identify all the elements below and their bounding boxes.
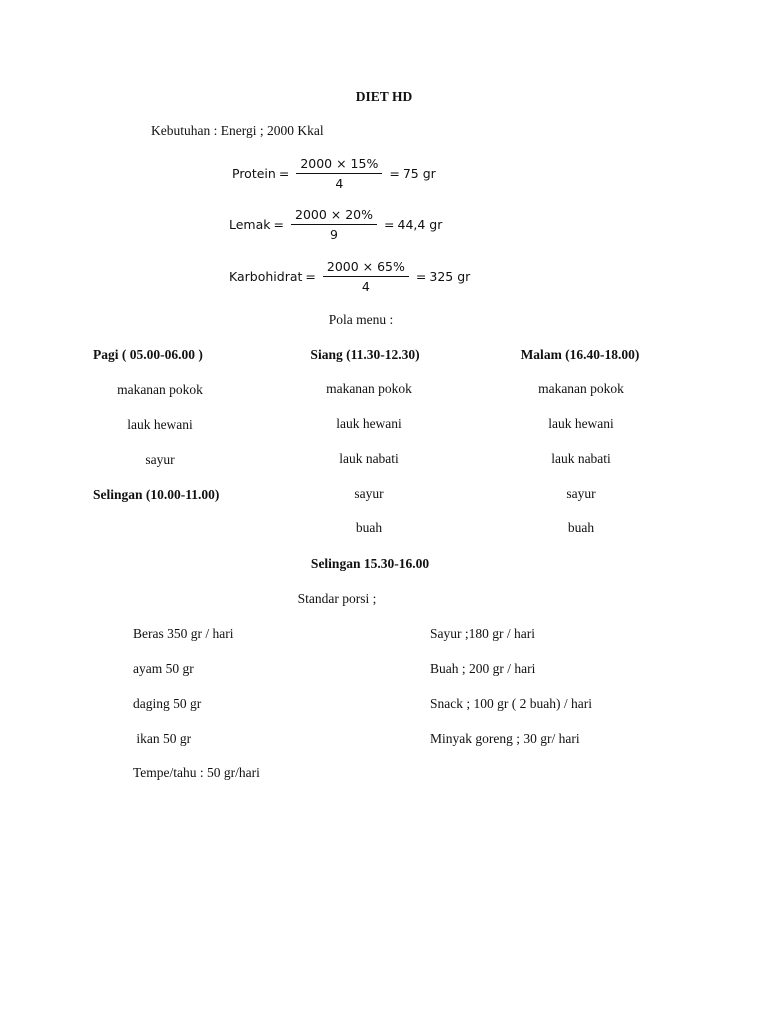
porsi-left-item: ikan 50 gr [133,731,192,746]
porsi-left-item: ayam 50 gr [133,661,194,676]
karbohidrat-numerator: 2000 × 65% [323,259,409,277]
porsi-right-item: Snack ; 100 gr ( 2 buah) / hari [430,696,592,711]
karbohidrat-formula [229,259,470,294]
protein-numerator: 2000 × 15% [296,156,382,174]
protein-result: 75 gr [402,166,436,181]
pagi-item: sayur [145,452,175,467]
protein-fraction [296,156,382,191]
porsi-left-item: Tempe/tahu : 50 gr/hari [133,765,260,780]
equals-sign: = [384,217,395,232]
lemak-label: Lemak [229,217,271,232]
protein-denominator: 4 [335,176,344,191]
pagi-item: lauk hewani [127,417,193,432]
energy-requirement: Kebutuhan : Energi ; 2000 Kkal [151,123,324,138]
porsi-left-item: daging 50 gr [133,696,202,711]
malam-header: Malam (16.40-18.00) [520,347,640,362]
lemak-denominator: 9 [330,227,338,242]
karbohidrat-label: Karbohidrat [229,269,303,284]
porsi-left-item: Beras 350 gr / hari [133,626,234,641]
lemak-result: 44,4 gr [397,217,443,232]
equals-sign: = [278,166,290,181]
selingan-pagi: Selingan (10.00-11.00) [93,487,220,502]
document-title: DIET HD [355,89,413,104]
protein-label: Protein [232,166,276,181]
malam-item: sayur [566,486,596,501]
porsi-right-item: Buah ; 200 gr / hari [430,661,536,676]
karbohidrat-result: 325 gr [429,269,471,284]
pola-menu-label: Pola menu : [328,312,394,327]
equals-sign: = [273,217,284,232]
lemak-fraction [291,207,377,242]
equals-sign: = [389,166,400,181]
siang-header: Siang (11.30-12.30) [310,347,420,362]
malam-item: lauk hewani [548,416,614,431]
siang-item: sayur [354,486,384,501]
equals-sign: = [305,269,316,284]
siang-item: buah [355,520,383,535]
equals-sign: = [415,269,427,284]
malam-item: lauk nabati [551,451,611,466]
porsi-right-item: Sayur ;180 gr / hari [430,626,535,641]
malam-item: buah [567,520,595,535]
selingan-sore: Selingan 15.30-16.00 [310,556,430,571]
standar-porsi-label: Standar porsi ; [297,591,377,606]
siang-item: lauk hewani [336,416,402,431]
karbohidrat-fraction [323,259,409,294]
lemak-numerator: 2000 × 20% [291,207,377,225]
pagi-item: makanan pokok [117,382,203,397]
siang-item: makanan pokok [326,381,412,396]
pagi-header: Pagi ( 05.00-06.00 ) [93,347,203,362]
protein-formula [232,156,436,191]
lemak-formula [229,207,442,242]
karbohidrat-denominator: 4 [361,279,370,294]
siang-item: lauk nabati [339,451,399,466]
porsi-right-item: Minyak goreng ; 30 gr/ hari [430,731,580,746]
malam-item: makanan pokok [538,381,624,396]
